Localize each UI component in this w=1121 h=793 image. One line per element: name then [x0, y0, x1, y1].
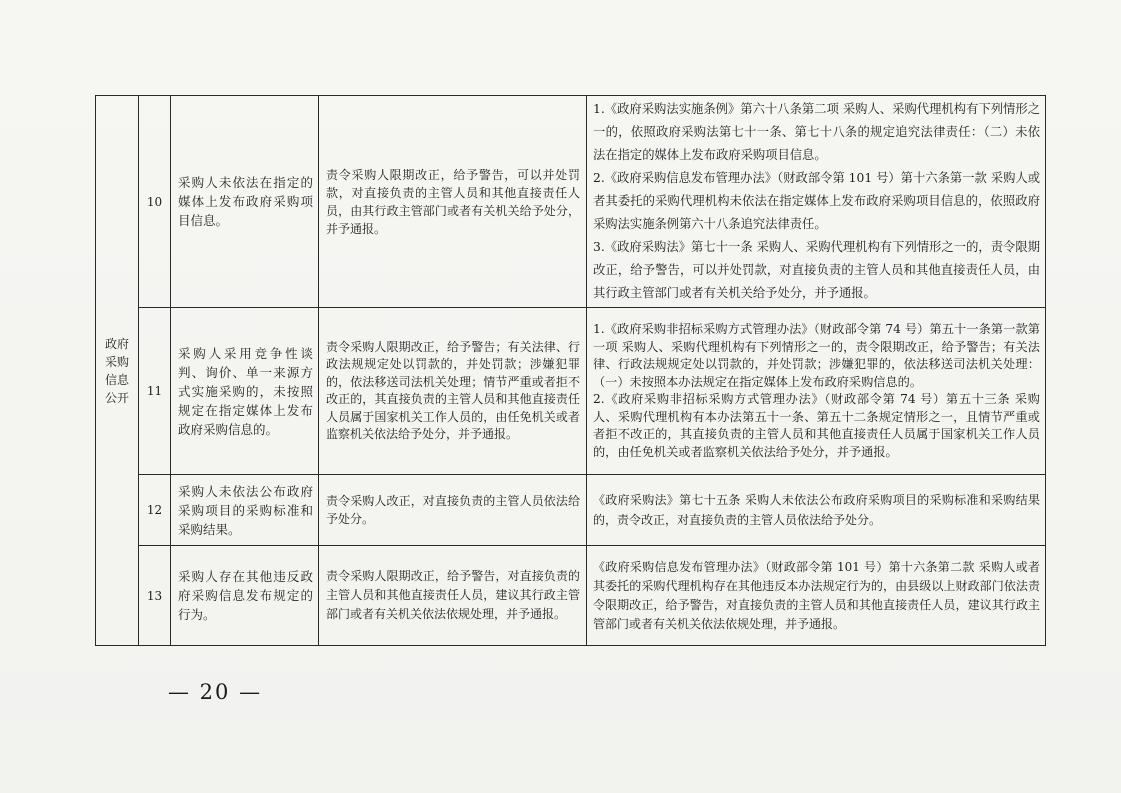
legal-basis-paragraph: 1.《政府采购非招标采购方式管理办法》（财政部令第 74 号）第五十一条第一款第一项 采购人、采购代理机构有下列情形之一的，责令限期改正，给予警告；有关法律、行政法规规定处以罚款的，并处罚款；涉嫌犯罪的，依法移送司法机关处理：（一）未按照本办法规定在指定媒体上发布政府采购信息的。: [593, 322, 1040, 389]
table-row: [96, 96, 1046, 308]
penalty-action: 责令采购人改正，对直接负责的主管人员依法给予处分。: [319, 475, 587, 546]
row-number: 12: [139, 475, 171, 546]
legal-basis-paragraph: 2.《政府采购信息发布管理办法》（财政部令第 101 号）第十六条第一款 采购人或者其委托的采购代理机构未依法在指定媒体上发布政府采购项目信息的，依照政府采购法实施条例第六十八条追究法律责任。: [593, 171, 1040, 231]
legal-basis-paragraph: 《政府采购法》第七十五条 采购人未依法公布政府采购项目的采购标准和采购结果的，责令改正，对直接负责的主管人员依法给予处分。: [593, 493, 1040, 527]
row-number: 11: [139, 308, 171, 475]
page-number: — 20 —: [168, 680, 263, 704]
legal-basis: [587, 96, 1046, 308]
legal-basis: [587, 546, 1046, 646]
legal-basis: [587, 308, 1046, 475]
row-number: 10: [139, 96, 171, 308]
penalty-table: [95, 95, 1046, 646]
penalty-action: 责令采购人限期改正，给予警告；有关法律、行政法规规定处以罚款的，并处罚款；涉嫌犯罪的，依法移送司法机关处理；情节严重或者拒不改正的，其直接负责的主管人员和其他直接责任人员属于国家机关工作人员的，由任免机关或者监察机关依法给予处分，并予通报。: [319, 308, 587, 475]
violation-case: 采购人采用竞争性谈判、询价、单一来源方式实施采购的，未按照规定在指定媒体上发布政府采购信息的。: [171, 308, 319, 475]
category-cell: [96, 96, 139, 646]
table-row: [96, 308, 1046, 475]
row-number: 13: [139, 546, 171, 646]
violation-case: 采购人未依法公布政府采购项目的采购标准和采购结果。: [171, 475, 319, 546]
violation-case: 采购人未依法在指定的媒体上发布政府采购项目信息。: [171, 96, 319, 308]
penalty-action: 责令采购人限期改正，给予警告，可以并处罚款，对直接负责的主管人员和其他直接责任人员，由其行政主管部门或者有关机关给予处分，并予通报。: [319, 96, 587, 308]
penalty-action: 责令采购人限期改正，给予警告，对直接负责的主管人员和其他直接责任人员，建议其行政主管部门或者有关机关依法依规处理，并予通报。: [319, 546, 587, 646]
legal-basis: [587, 475, 1046, 546]
legal-basis-paragraph: 2.《政府采购非招标采购方式管理办法》（财政部令第 74 号）第五十三条 采购人、采购代理机构有本办法第五十一条、第五十二条规定情形之一，且情节严重或者拒不改正的，其直接负责的主管人员和其他直接责任人员属于国家机关工作人员的，由任免机关或者监察机关依法给予处分，并予通报。: [593, 392, 1040, 459]
table-row: [96, 475, 1046, 546]
legal-basis-paragraph: 1.《政府采购法实施条例》第六十八条第二项 采购人、采购代理机构有下列情形之一的，依照政府采购法第七十一条、第七十八条的规定追究法律责任：（二）未依法在指定的媒体上发布政府采购项目信息。: [593, 102, 1040, 162]
table-row: [96, 546, 1046, 646]
violation-case: 采购人存在其他违反政府采购信息发布规定的行为。: [171, 546, 319, 646]
legal-basis-paragraph: 3.《政府采购法》第七十一条 采购人、采购代理机构有下列情形之一的，责令限期改正，给予警告，可以并处罚款，对直接负责的主管人员和其他直接责任人员，由其行政主管部门或者有关机关给予处分，并予通报。: [593, 240, 1040, 300]
legal-basis-paragraph: 《政府采购信息发布管理办法》（财政部令第 101 号）第十六条第二款 采购人或者其委托的采购代理机构存在其他违反本办法规定行为的，由县级以上财政部门依法责令限期改正，给予警告，对直接负责的主管人员和其他直接责任人员，建议其行政主管部门或者有关机关依法依规处理，并予通报。: [593, 559, 1040, 631]
category-label: 政府采购信息公开: [104, 336, 129, 405]
